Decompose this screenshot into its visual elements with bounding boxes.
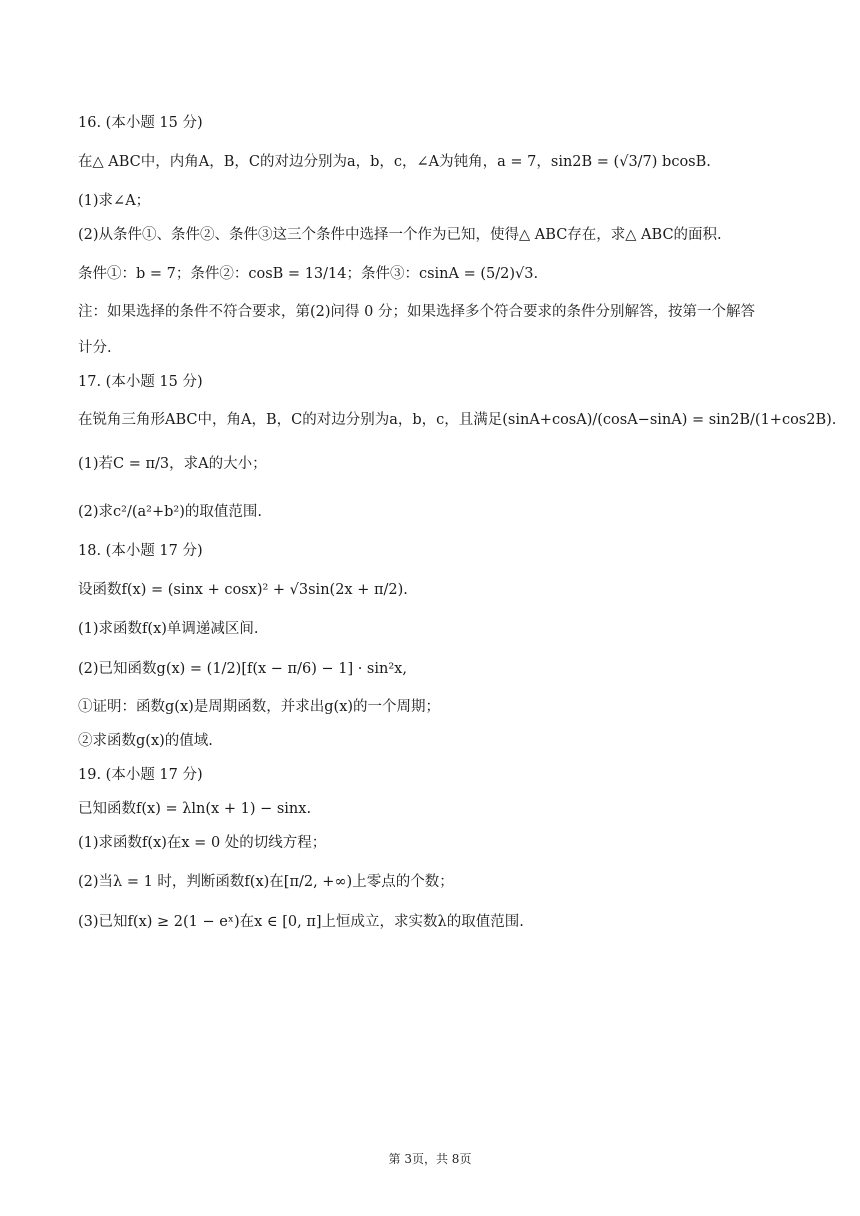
- problem-18-header: 18. (本小题 17 分): [78, 543, 203, 559]
- problem-18-statement: 设函数f(x) = (sinx + cosx)² + √3sin(2x + π/2).: [78, 582, 408, 598]
- problem-17-part-2: (2)求c²/(a²+b²)的取值范围.: [78, 504, 262, 520]
- problem-16-header: 16. (本小题 15 分): [78, 115, 203, 131]
- problem-16-part-1: (1)求∠A；: [78, 193, 151, 209]
- problem-17-statement: 在锐角三角形ABC中，角A，B，C的对边分别为a，b，c，且满足(sinA+cosA)/(cosA−sinA) = sin2B/(1+cos2B).: [78, 412, 837, 428]
- problem-19-statement: 已知函数f(x) = λln(x + 1) − sinx.: [78, 801, 312, 817]
- problem-16-note: 注：如果选择的条件不符合要求，第(2)问得 0 分；如果选择多个符合要求的条件分别解答，按第一个解答: [78, 304, 755, 320]
- problem-16-conditions: 条件①：b = 7；条件②：cosB = 13/14；条件③：csinA = (5/2)√3.: [78, 266, 539, 282]
- problem-18-part-2-i: ①证明：函数g(x)是周期函数，并求出g(x)的一个周期；: [78, 699, 441, 715]
- problem-16-note-cont: 计分.: [78, 340, 112, 356]
- problem-18-part-2: (2)已知函数g(x) = (1/2)[f(x − π/6) − 1] · sin²x,: [78, 661, 407, 677]
- problem-19-part-1: (1)求函数f(x)在x = 0 处的切线方程；: [78, 835, 327, 851]
- problem-17-header: 17. (本小题 15 分): [78, 374, 203, 390]
- problem-19-part-2: (2)当λ = 1 时，判断函数f(x)在[π/2, +∞)上零点的个数；: [78, 874, 454, 890]
- page-footer: 第 3页，共 8页: [388, 1152, 472, 1166]
- problem-16-part-2: (2)从条件①、条件②、条件③这三个条件中选择一个作为已知，使得△ ABC存在，求△ ABC的面积.: [78, 227, 722, 243]
- problem-17-part-1: (1)若C = π/3，求A的大小；: [78, 456, 267, 472]
- problem-19-header: 19. (本小题 17 分): [78, 767, 203, 783]
- problem-18-part-2-ii: ②求函数g(x)的值域.: [78, 733, 213, 749]
- problem-18-part-1: (1)求函数f(x)单调递减区间.: [78, 621, 259, 637]
- problem-16-statement: 在△ ABC中，内角A，B，C的对边分别为a，b，c，∠A为钝角，a = 7，sin2B = (√3/7) bcosB.: [78, 154, 711, 170]
- problem-19-part-3: (3)已知f(x) ≥ 2(1 − eˣ)在x ∈ [0, π]上恒成立，求实数λ的取值范围.: [78, 914, 524, 930]
